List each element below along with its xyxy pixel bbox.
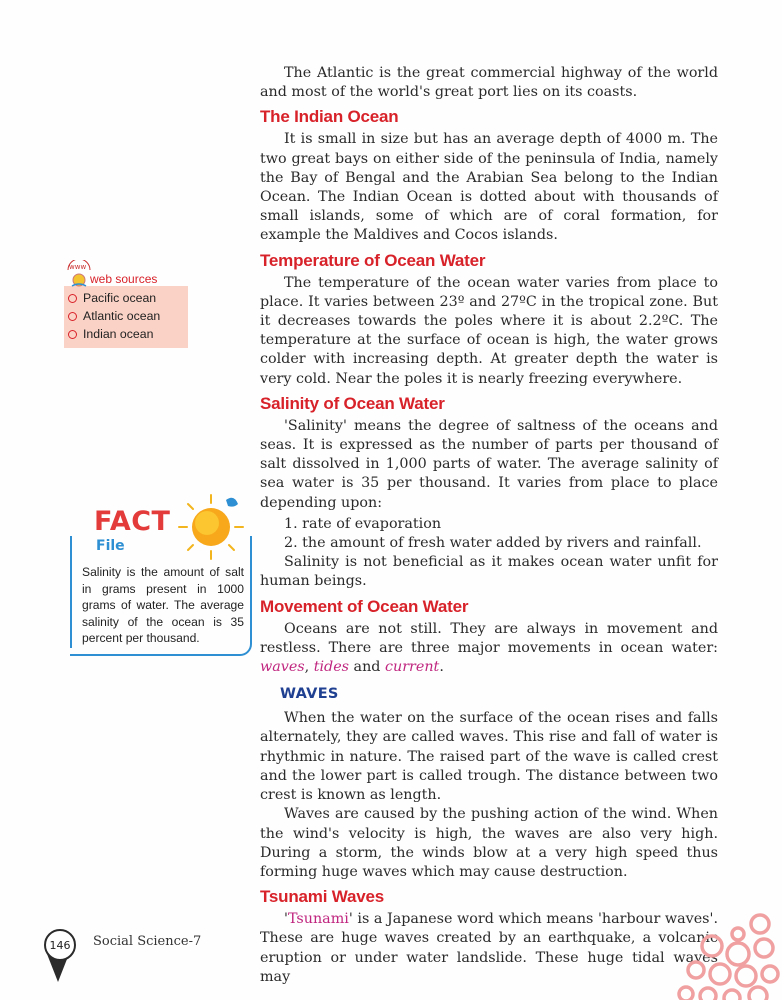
paragraph-indian-ocean: It is small in size but has an average depth of 4000 m. The two great bays on either side of the peninsula of India, namely the Bay of Bengal and the Arabian Sea belong to the Indian Ocean. The Indian Ocean is dotted about with thousands of small islands, some of which are of coral formation, for example the Maldives and Cocos islands. (260, 131, 718, 244)
paragraph-movement (260, 620, 718, 678)
web-source-label: Indian ocean (83, 327, 154, 341)
paragraph-waves-2: Waves are caused by the pushing action of the wind. When the wind's velocity is high, the waves are also very high. During a storm, the winds blow at a very high speed thus forming huge waves which may cause destruction. (260, 806, 718, 880)
heading-movement: Movement of Ocean Water (260, 596, 469, 616)
separator: and (349, 659, 385, 676)
web-source-item[interactable] (68, 325, 188, 343)
list-item: 2. the amount of fresh water added by rivers and rainfall. (284, 535, 702, 552)
book-title: Social Science-7 (93, 934, 202, 949)
separator: , (304, 659, 314, 676)
paragraph-temperature: The temperature of the ocean water varies from place to place. It varies between 23º and 27ºC in the tropical zone. But it decreases towards the poles where it is about 2.2ºC. The temperature at the surface of ocean is high, the water grows colder with increasing depth. At greater depth the water is very cold. Near the poles it is nearly freezing everywhere. (260, 274, 718, 387)
paragraph-tsunami (260, 910, 718, 987)
web-sources-list (64, 286, 188, 348)
salinity-list (260, 515, 718, 553)
heading-waves: WAVES (280, 686, 339, 703)
term-tides: tides (313, 659, 350, 676)
term-tsunami: Tsunami (287, 911, 349, 928)
heading-indian-ocean: The Indian Ocean (260, 107, 399, 127)
paragraph-waves-1: When the water on the surface of the ocean rises and falls alternately, they are called waves. This rise and fall of water is rhythmic in nature. The raised part of the wave is called crest and the lower part is called trough. The distance between two crest is known as length. (260, 710, 718, 804)
web-source-label: Pacific ocean (83, 291, 157, 305)
quote-open: ' (284, 911, 288, 928)
paragraph-salinity-after: Salinity is not beneficial as it makes ocean water unfit for human beings. (260, 554, 718, 590)
www-label: www (69, 263, 87, 271)
web-source-item[interactable] (68, 307, 188, 325)
bullet-icon (68, 294, 77, 303)
tsunami-text: ' is a Japanese word which means 'harbour waves'. These are huge waves created by an earthquake, a volcanic eruption or under water landslide. These huge tidal waves may (260, 911, 718, 985)
paragraph-salinity: 'Salinity' means the degree of saltness of the oceans and seas. It is expressed as the number of parts per thousand of salt dissolved in 1,000 parts of water. The average salinity of sea water is 35 per thousand. It varies from place to place depending upon: (260, 417, 718, 511)
list-item: 1. rate of evaporation (284, 515, 442, 532)
period: . (439, 659, 444, 676)
fact-title: FACT (94, 506, 171, 537)
web-sources-panel (64, 260, 188, 348)
web-sources-header (64, 260, 188, 286)
fact-file-panel (70, 490, 254, 656)
heading-temperature: Temperature of Ocean Water (260, 250, 486, 270)
bullet-icon (68, 330, 77, 339)
web-source-label: Atlantic ocean (83, 309, 161, 323)
intro-paragraph: The Atlantic is the great commercial highway of the world and most of the world's great port lies on its coasts. (260, 65, 718, 101)
fact-text: Salinity is the amount of salt in grams present in 1000 grams of water. The average salinity of the ocean is 35 percent per thousand. (82, 565, 244, 646)
heading-tsunami: Tsunami Waves (260, 887, 384, 907)
web-source-item[interactable] (68, 289, 188, 307)
web-sources-title: web sources (90, 272, 158, 286)
main-content (260, 64, 718, 987)
term-waves: waves (260, 659, 305, 676)
movement-text: Oceans are not still. They are always in movement and restless. There are three major movements in ocean water: (260, 620, 718, 656)
term-current: current (385, 659, 440, 676)
sun-icon (174, 490, 248, 564)
fact-subtitle: File (96, 538, 125, 554)
page-number: 146 (44, 929, 76, 961)
heading-salinity: Salinity of Ocean Water (260, 393, 445, 413)
decorative-circles-icon (672, 910, 782, 1000)
bullet-icon (68, 312, 77, 321)
